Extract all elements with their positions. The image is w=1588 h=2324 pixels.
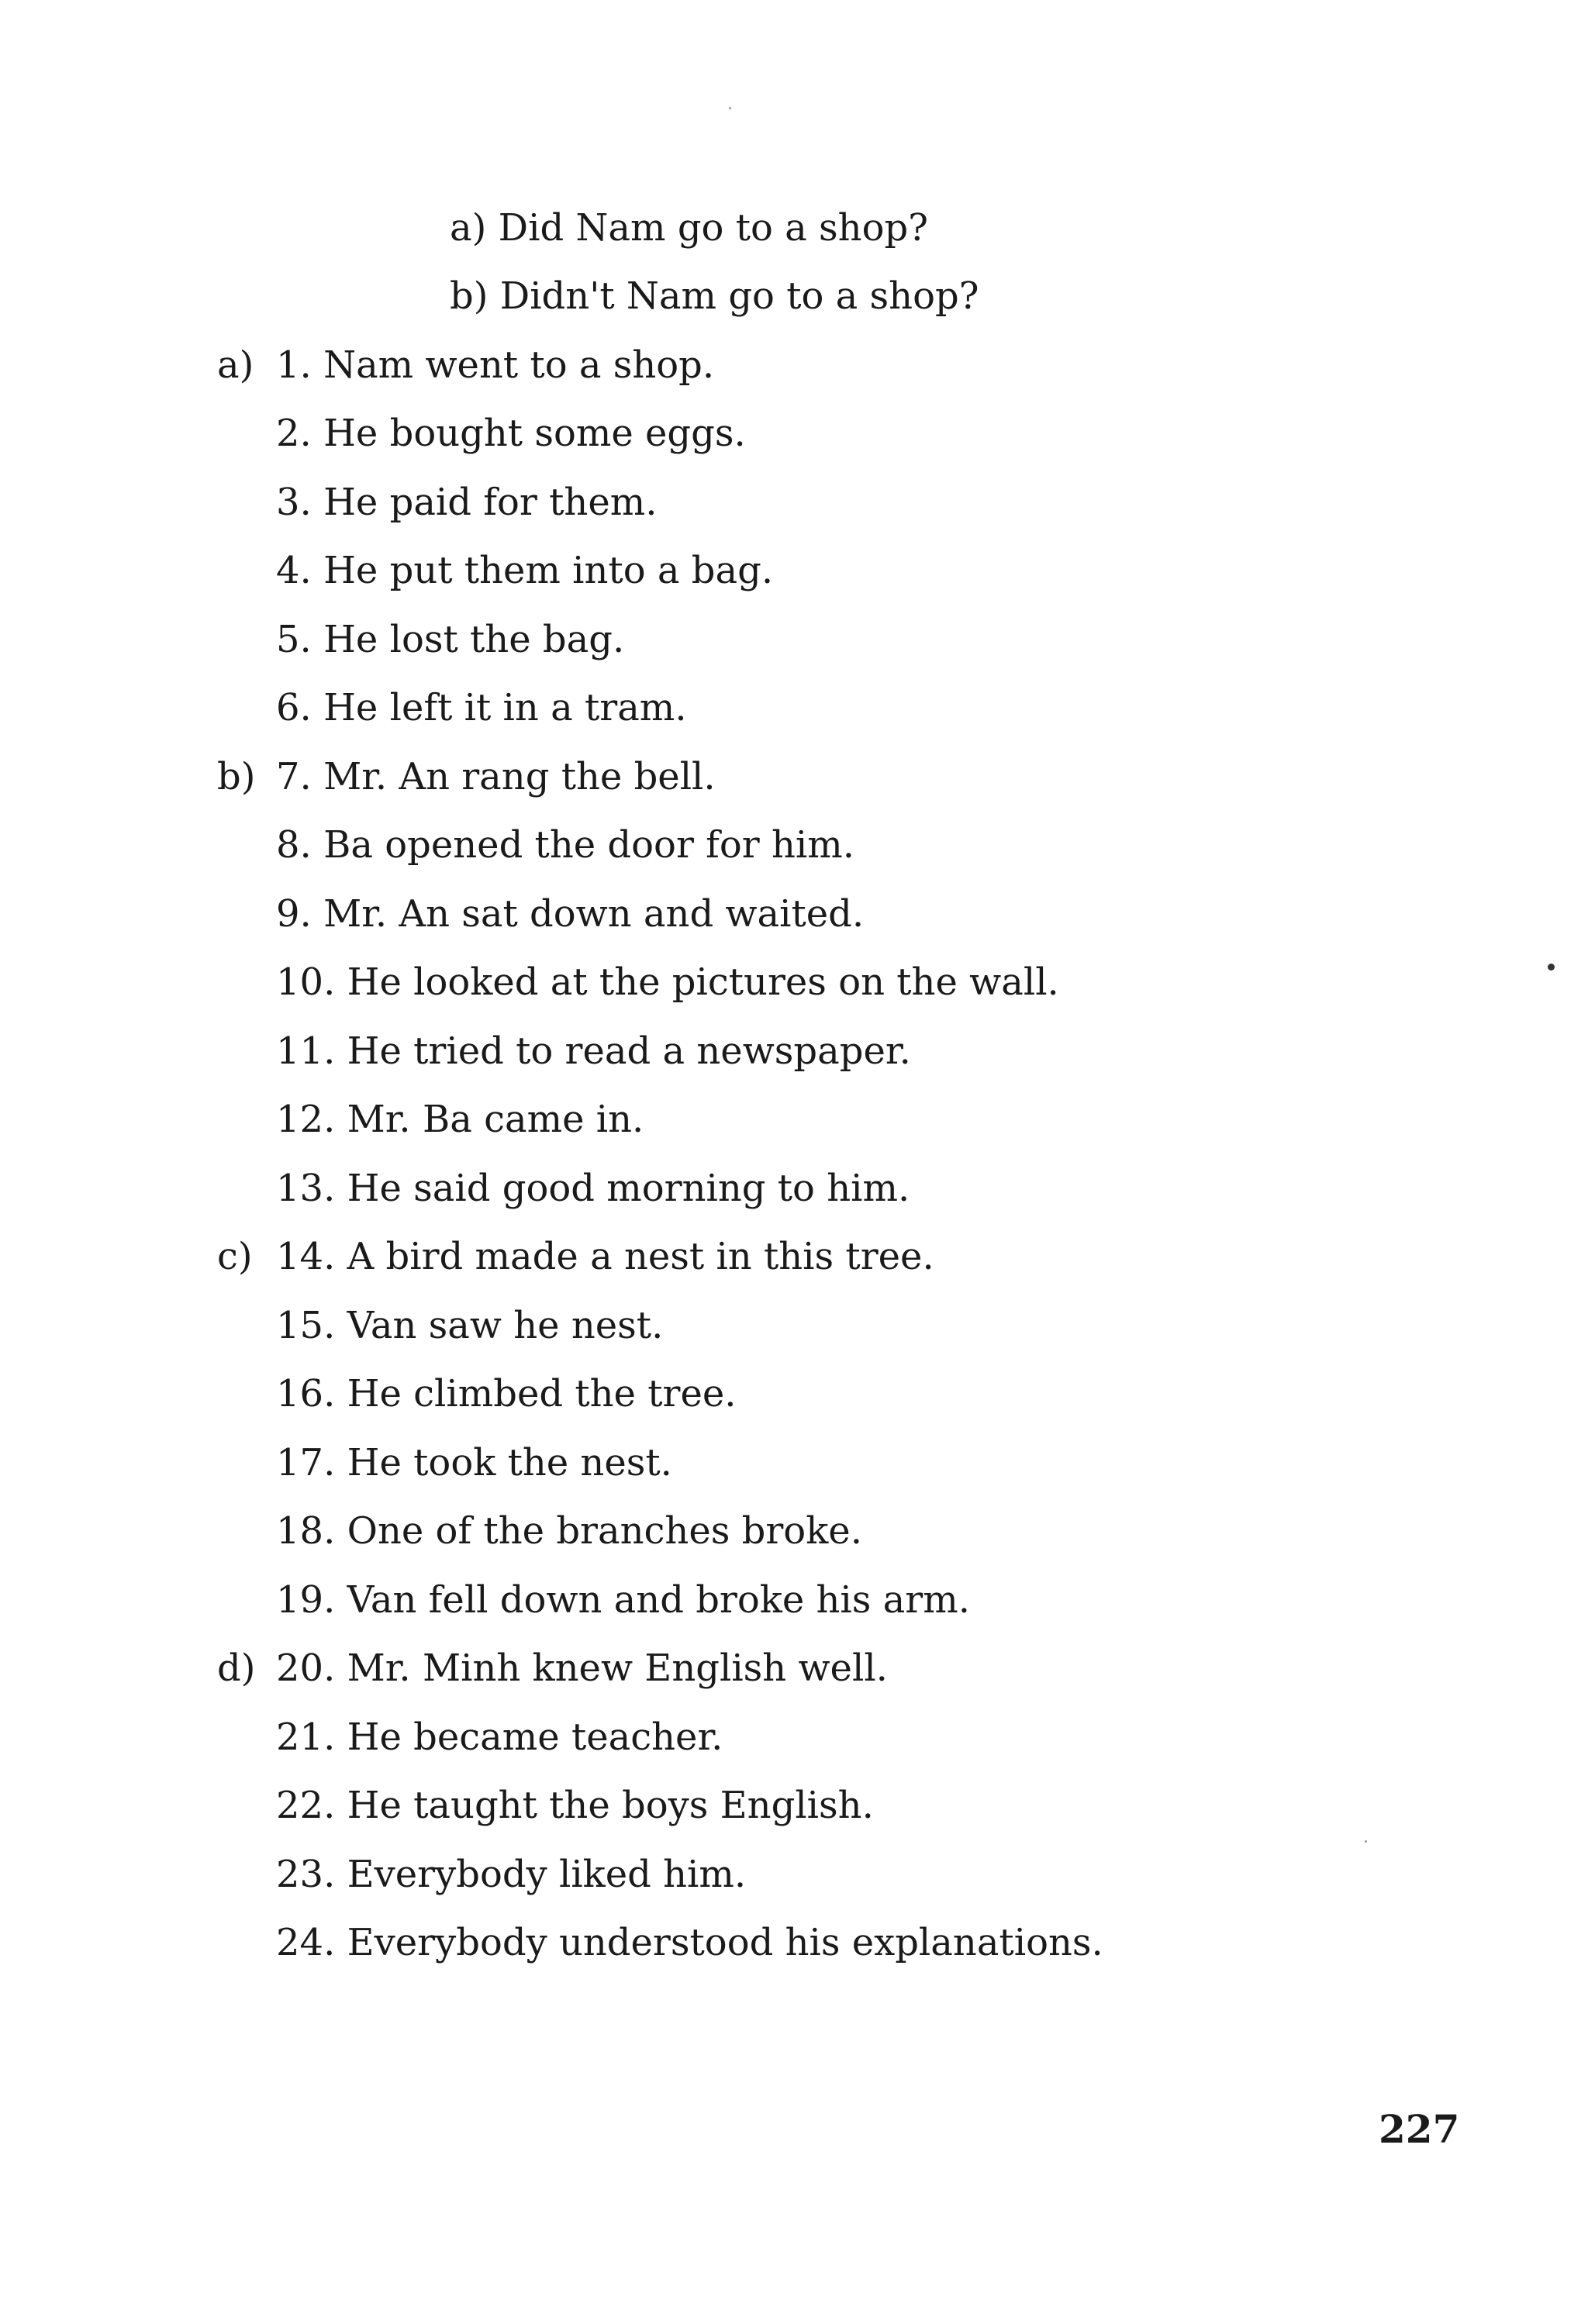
item-number: 2. xyxy=(276,412,312,455)
item-text: He lost the bag. xyxy=(323,618,625,661)
list-item xyxy=(276,618,624,661)
item-text: Mr. Minh knew English well. xyxy=(347,1646,888,1690)
list-item xyxy=(276,549,773,592)
item-number: 3. xyxy=(276,481,312,524)
item-text: Mr. An rang the bell. xyxy=(323,755,716,798)
list-item xyxy=(276,823,854,867)
list-item xyxy=(276,1441,672,1484)
item-number: 12. xyxy=(276,1098,336,1141)
item-number: 8. xyxy=(276,823,312,867)
list-item xyxy=(276,1784,874,1827)
item-number: 13. xyxy=(276,1167,336,1210)
item-text: Nam went to a shop. xyxy=(323,343,715,387)
item-number: 5. xyxy=(276,618,312,661)
item-number: 16. xyxy=(276,1372,336,1415)
item-text: Mr. An sat down and waited. xyxy=(323,892,865,936)
item-number: 7. xyxy=(276,755,312,798)
scan-speck xyxy=(729,107,731,109)
group-label-b: b) xyxy=(217,755,256,798)
list-item xyxy=(276,960,1059,1004)
scan-speck xyxy=(1365,1840,1367,1843)
list-item xyxy=(276,1715,723,1759)
item-text: He put them into a bag. xyxy=(323,549,774,592)
group-label-c: c) xyxy=(217,1235,253,1278)
item-number: 6. xyxy=(276,686,312,729)
item-number: 10. xyxy=(276,960,336,1004)
list-item xyxy=(276,686,687,729)
item-number: 23. xyxy=(276,1853,336,1896)
item-text: Van fell down and broke his arm. xyxy=(347,1578,970,1622)
list-item xyxy=(276,1304,663,1347)
item-text: He took the nest. xyxy=(347,1441,672,1484)
item-number: 19. xyxy=(276,1578,336,1622)
list-item xyxy=(276,1921,1103,1964)
intro-question-b: b) Didn't Nam go to a shop? xyxy=(450,274,979,318)
item-number: 21. xyxy=(276,1715,336,1759)
item-number: 4. xyxy=(276,549,312,592)
item-text: One of the branches broke. xyxy=(347,1509,862,1553)
item-number: 17. xyxy=(276,1441,336,1484)
list-item xyxy=(276,412,746,455)
item-text: A bird made a nest in this tree. xyxy=(347,1235,934,1278)
item-text: He left it in a tram. xyxy=(323,686,687,729)
list-item xyxy=(276,343,714,387)
list-item xyxy=(276,892,864,936)
list-item xyxy=(276,481,658,524)
list-item xyxy=(276,1167,910,1210)
item-number: 15. xyxy=(276,1304,336,1347)
group-label-d: d) xyxy=(217,1646,256,1690)
item-number: 24. xyxy=(276,1921,336,1964)
list-item xyxy=(276,755,716,798)
group-label-a: a) xyxy=(217,343,254,387)
item-number: 1. xyxy=(276,343,312,387)
list-item xyxy=(276,1372,737,1415)
scan-speck xyxy=(1548,964,1555,971)
list-item xyxy=(276,1578,970,1622)
item-number: 9. xyxy=(276,892,312,936)
list-item xyxy=(276,1853,746,1896)
list-item xyxy=(276,1509,862,1553)
item-text: He paid for them. xyxy=(323,481,658,524)
item-text: Mr. Ba came in. xyxy=(347,1098,644,1141)
item-number: 14. xyxy=(276,1235,336,1278)
item-number: 22. xyxy=(276,1784,336,1827)
item-text: He looked at the pictures on the wall. xyxy=(347,960,1059,1004)
item-text: Everybody liked him. xyxy=(347,1853,747,1896)
item-text: Everybody understood his explanations. xyxy=(347,1921,1103,1964)
list-item xyxy=(276,1235,934,1278)
item-number: 18. xyxy=(276,1509,336,1553)
item-text: He said good morning to him. xyxy=(347,1167,910,1210)
page-number: 227 xyxy=(1379,2106,1460,2152)
list-item xyxy=(276,1029,911,1073)
item-number: 11. xyxy=(276,1029,336,1073)
item-text: He became teacher. xyxy=(347,1715,723,1759)
list-item xyxy=(276,1646,888,1690)
item-number: 20. xyxy=(276,1646,336,1690)
item-text: He tried to read a newspaper. xyxy=(347,1029,911,1073)
list-item xyxy=(276,1098,644,1141)
item-text: He bought some eggs. xyxy=(323,412,746,455)
item-text: Van saw he nest. xyxy=(347,1304,664,1347)
item-text: He taught the boys English. xyxy=(347,1784,874,1827)
item-text: Ba opened the door for him. xyxy=(323,823,855,867)
intro-question-a: a) Did Nam go to a shop? xyxy=(450,206,928,250)
item-text: He climbed the tree. xyxy=(347,1372,737,1415)
